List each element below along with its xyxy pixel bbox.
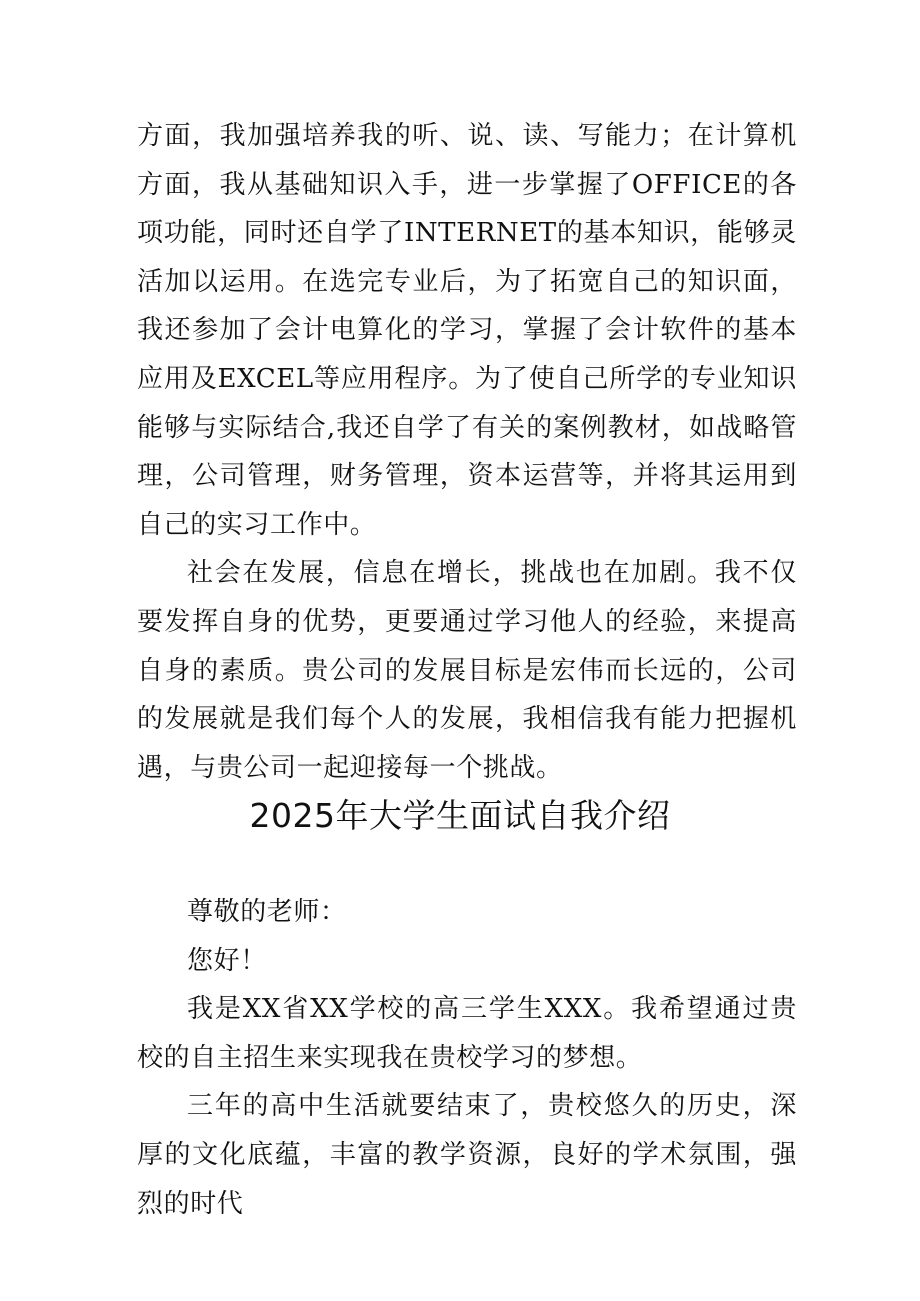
continued-text-block <box>137 112 797 792</box>
paragraph-continued: 方面，我加强培养我的听、说、读、写能力；在计算机方面，我从基础知识入手，进一步掌握了OFFICE的各项功能，同时还自学了INTERNET的基本知识，能够灵活加以运用。在选完专业后，为了拓宽自己的知识面，我还参加了会计电算化的学习，掌握了会计软件的基本应用及EXCEL等应用程序。为了使自己所学的专业知识能够与实际结合,我还自学了有关的案例教材，如战略管理，公司管理，财务管理，资本运营等，并将其运用到自己的实习工作中。 <box>137 121 797 540</box>
salutation-line: 您好！ <box>187 945 267 976</box>
document-title: 2025年大学生面试自我介绍 <box>249 796 671 835</box>
greeting-line: 尊敬的老师： <box>187 897 347 927</box>
paragraph-high-school: 三年的高中生活就要结束了，贵校悠久的历史，深厚的文化底蕴，丰富的教学资源，良好的学术氛围，强烈的时代 <box>137 1091 797 1219</box>
paragraph-development: 社会在发展，信息在增长，挑战也在加剧。我不仅要发挥自身的优势，更要通过学习他人的经验，来提高自身的素质。贵公司的发展目标是宏伟而长远的，公司的发展就是我们每个人的发展，我相信我有能力把握机遇，与贵公司一起迎接每一个挑战。 <box>137 558 797 783</box>
paragraph-intro: 我是XX省XX学校的高三学生XXX。我希望通过贵校的自主招生来实现我在贵校学习的梦想。 <box>137 994 797 1073</box>
self-introduction-body <box>137 888 797 1228</box>
